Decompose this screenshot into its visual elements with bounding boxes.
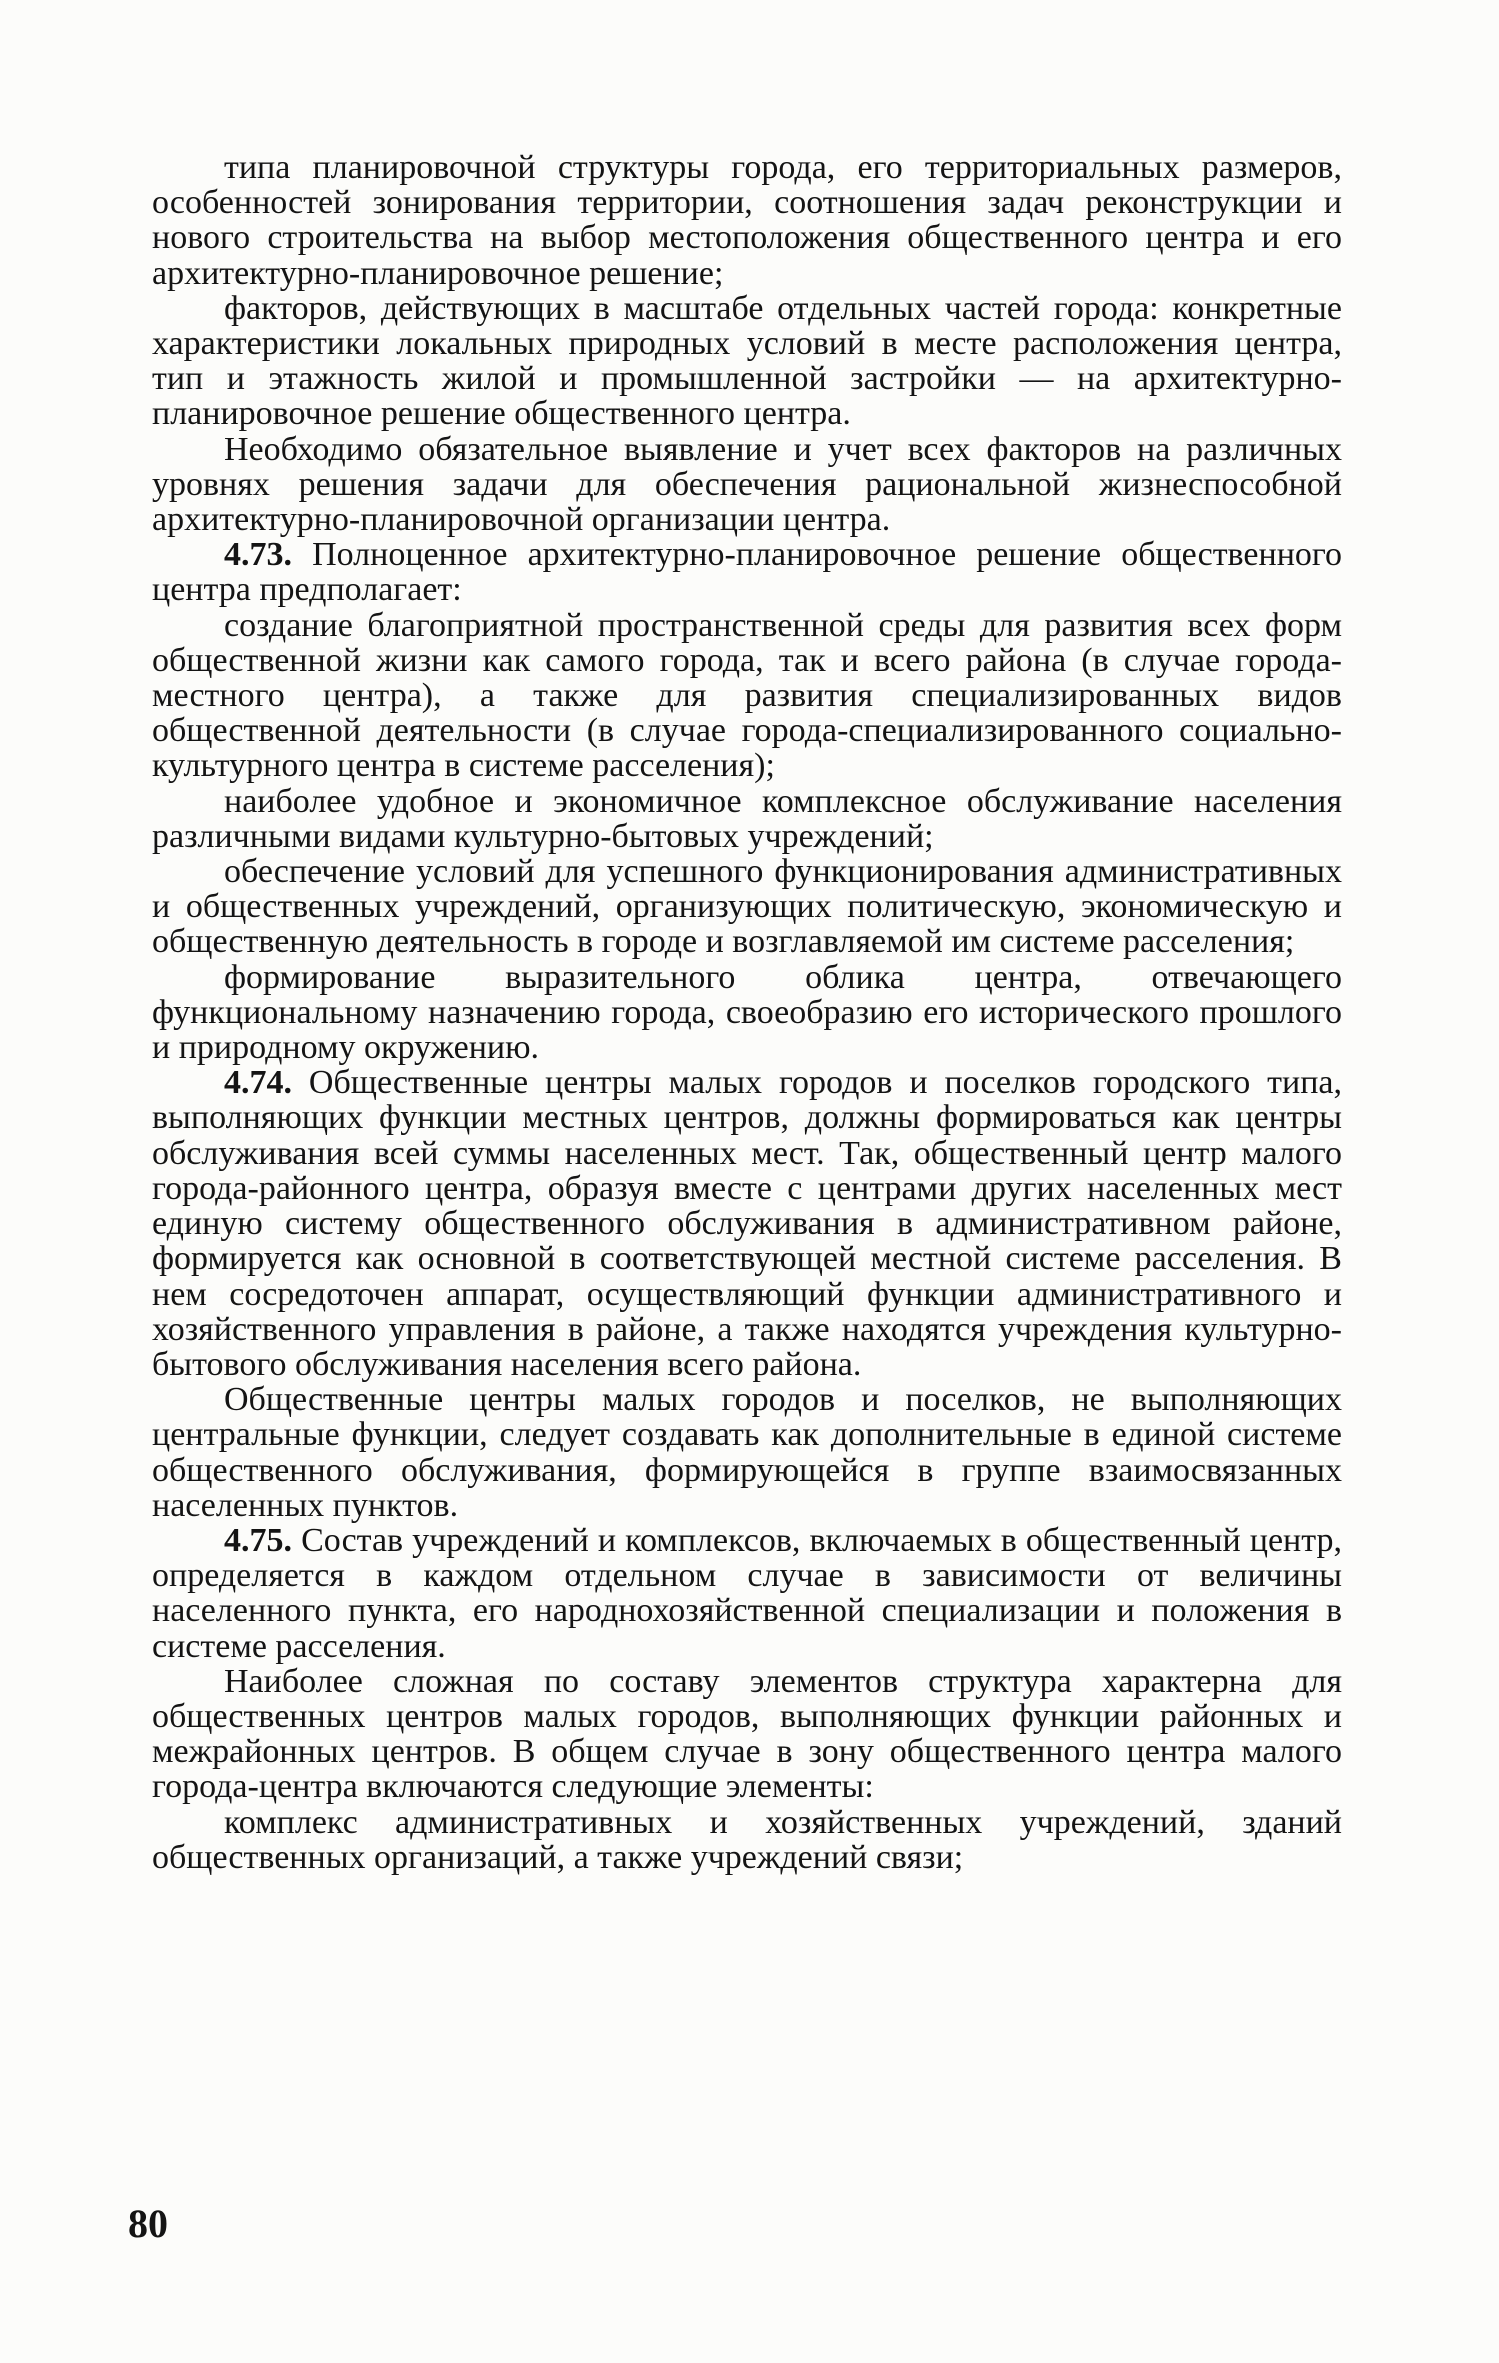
section-number: 4.75. <box>224 1521 292 1559</box>
list-item-5-text: комплекс административных и хозяйственных учреждений, зданий общественных организаций, а также учреждений связи; <box>152 1803 1342 1876</box>
section-number: 4.73. <box>224 536 292 574</box>
list-item-3 <box>152 854 1342 960</box>
list-item-1 <box>152 608 1342 784</box>
section-number: 4.74. <box>224 1064 292 1102</box>
body-text <box>152 150 1342 1875</box>
list-item-3-text: обеспечение условий для успешного функционирования административных и общественных учреждений, организующих политическую, экономическую и общественную деятельность в городе и возглавляемой им системе расселения; <box>152 853 1342 961</box>
page-number: 80 <box>128 2201 168 2246</box>
section-4-73 <box>152 537 1342 607</box>
list-item-4 <box>152 960 1342 1066</box>
list-item-2 <box>152 784 1342 854</box>
paragraph-1-text: типа планировочной структуры города, его территориальных размеров, особенностей зонирования территории, соотношения задач реконструкции и нового строительства на выбор местоположения общественного центра и его архитектурно-планировочное решение; <box>152 149 1342 292</box>
list-item-4-text: формирование выразительного облика центра, отвечающего функциональному назначению города, своеобразию его исторического прошлого и природному окружению. <box>152 958 1342 1067</box>
section-4-74-text: Общественные центры малых городов и поселков городского типа, выполняющих функции местных центров, должны формироваться как центры обслуживания всей суммы населенных мест. Так, общественный центр малого города-районного центра, образуя вместе с центрами других населенных мест единую систему общественного обслуживания в административном районе, формируется как основной в соответствующей местной системе расселения. В нем сосредоточен аппарат, осуществляющий функции административного и хозяйственного управления в районе, а также находятся учреждения культурно-бытового обслуживания населения всего района. <box>152 1064 1342 1383</box>
paragraph-5 <box>152 1664 1342 1805</box>
paragraph-4 <box>152 1382 1342 1523</box>
paragraph-4-text: Общественные центры малых городов и поселков, не выполняющих центральные функции, следует создавать как дополнительные в единой системе общественного обслуживания, формирующейся в группе взаимосвязанных населенных пунктов. <box>152 1381 1342 1524</box>
paragraph-3-text: Необходимо обязательное выявление и учет всех факторов на различных уровнях решения задачи для обеспечения рациональной жизнеспособной архитектурно-планировочной организации центра. <box>152 430 1342 539</box>
section-4-73-text: Полноценное архитектурно-планировочное решение общественного центра предполагает: <box>152 536 1342 609</box>
section-4-74 <box>152 1065 1342 1382</box>
section-4-75 <box>152 1523 1342 1664</box>
paragraph-3 <box>152 432 1342 538</box>
list-item-1-text: создание благоприятной пространственной среды для развития всех форм общественной жизни как самого города, так и всего района (в случае города-местного центра), а также для развития специализированных видов общественной деятельности (в случае города-специализированного социально-культурного центра в системе расселения); <box>152 606 1342 785</box>
list-item-2-text: наиболее удобное и экономичное комплексное обслуживание населения различными видами культурно-бытовых учреждений; <box>152 782 1342 855</box>
section-4-75-text: Состав учреждений и комплексов, включаемых в общественный центр, определяется в каждом отдельном случае в зависимости от величины населенного пункта, его народнохозяйственной специализации и положения в системе расселения. <box>152 1521 1342 1665</box>
paragraph-2 <box>152 291 1342 432</box>
list-item-5 <box>152 1805 1342 1875</box>
paragraph-2-text: факторов, действующих в масштабе отдельных частей города: конкретные характеристики локальных природных условий в месте расположения центра, тип и этажность жилой и промышленной застройки — на архитектурно-планировочное решение общественного центра. <box>152 289 1342 433</box>
paragraph-5-text: Наиболее сложная по составу элементов структура характерна для общественных центров малых городов, выполняющих функции районных и межрайонных центров. В общем случае в зону общественного центра малого города-центра включаются следующие элементы: <box>152 1662 1342 1806</box>
paragraph-1 <box>152 150 1342 291</box>
